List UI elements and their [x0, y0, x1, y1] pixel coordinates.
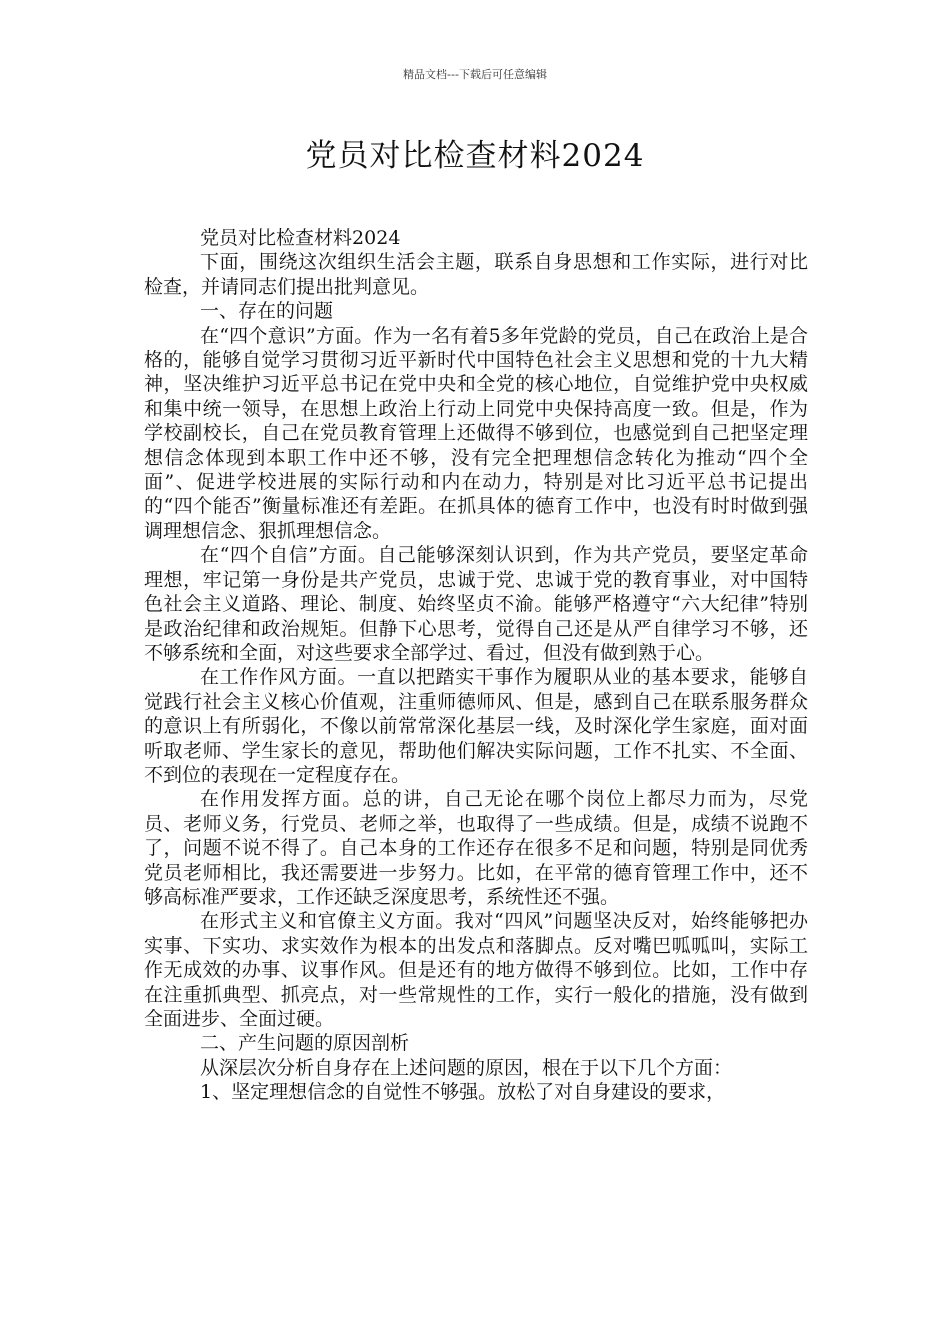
- paragraph-work-style: 在工作作风方面。一直以把踏实干事作为履职从业的基本要求，能够自觉践行社会主义核心价值观，注重师德师风、但是，感到自己在联系服务群众的意识上有所弱化，不像以前常常深化基层一线，及时深化学生家庭，面对面听取老师、学生家长的意见，帮助他们解决实际问题，工作不扎实、不全面、不到位的表现在一定程度存在。: [144, 666, 808, 786]
- paragraph-causes-intro: 从深层次分析自身存在上述问题的原因，根在于以下几个方面：: [200, 1056, 733, 1079]
- paragraph-four-confidence: 在“四个自信”方面。自己能够深刻认识到，作为共产党员，要坚定革命理想，牢记第一身份是共产党员，忠诚于党、忠诚于党的教育事业，对中国特色社会主义道路、理论、制度、始终坚贞不渝。能够严格遵守“六大纪律”特别是政治纪律和政治规矩。但静下心思考，觉得自己还是从严自律学习不够，还不够系统和全面，对这些要求全部学过、看过，但没有做到熟于心。: [144, 544, 808, 664]
- paragraph-four-consciousness: 在“四个意识”方面。作为一名有着5多年党龄的党员，自己在政治上是合格的，能够自觉学习贯彻习近平新时代中国特色社会主义思想和党的十九大精神，坚决维护习近平总书记在党中央和全党的核心地位，自觉维护党中央权威和集中统一领导，在思想上政治上行动上同党中央保持高度一致。但是，作为学校副校长，自己在党员教育管理上还做得不够到位，也感觉到自己把坚定理想信念体现到本职工作中还不够，没有完全把理想信念转化为推动“四个全面”、促进学校进展的实际行动和内在动力，特别是对比习近平总书记提出的“四个能否”衡量标准还有差距。在抓具体的德育工作中，也没有时时做到强调理想信念、狠抓理想信念。: [144, 324, 808, 542]
- document-body: [144, 226, 808, 1105]
- header-note: 精品文档---下载后可任意编辑: [403, 68, 547, 81]
- section-heading-problems: 一、存在的问题: [200, 300, 334, 323]
- paragraph-cause-1: 1、坚定理想信念的自觉性不够强。放松了对自身建设的要求，: [200, 1081, 726, 1104]
- section-heading-causes: 二、产生问题的原因剖析: [200, 1032, 410, 1055]
- paragraph-formalism: 在形式主义和官僚主义方面。我对“四风”问题坚决反对，始终能够把办实事、下实功、求实效作为根本的出发点和落脚点。反对嘴巴呱呱叫，实际工作无成效的办事、议事作风。但是还有的地方做得不够到位。比如，工作中存在注重抓典型、抓亮点，对一些常规性的工作，实行一般化的措施，没有做到全面进步、全面过硬。: [144, 910, 808, 1030]
- document-title: 党员对比检查材料2024: [305, 138, 645, 174]
- paragraph-role: 在作用发挥方面。总的讲，自己无论在哪个岗位上都尽力而为，尽党员、老师义务，行党员、老师之举，也取得了一些成绩。但是，成绩不说跑不了，问题不说不得了。自己本身的工作还存在很多不足和问题，特别是同优秀党员老师相比，我还需要进一步努力。比如，在平常的德育管理工作中，还不够高标准严要求，工作还缺乏深度思考，系统性还不强。: [144, 788, 808, 908]
- paragraph-subtitle: 党员对比检查材料2024: [200, 227, 401, 249]
- paragraph-intro: 下面，围绕这次组织生活会主题，联系自身思想和工作实际，进行对比检查，并请同志们提出批判意见。: [144, 251, 808, 298]
